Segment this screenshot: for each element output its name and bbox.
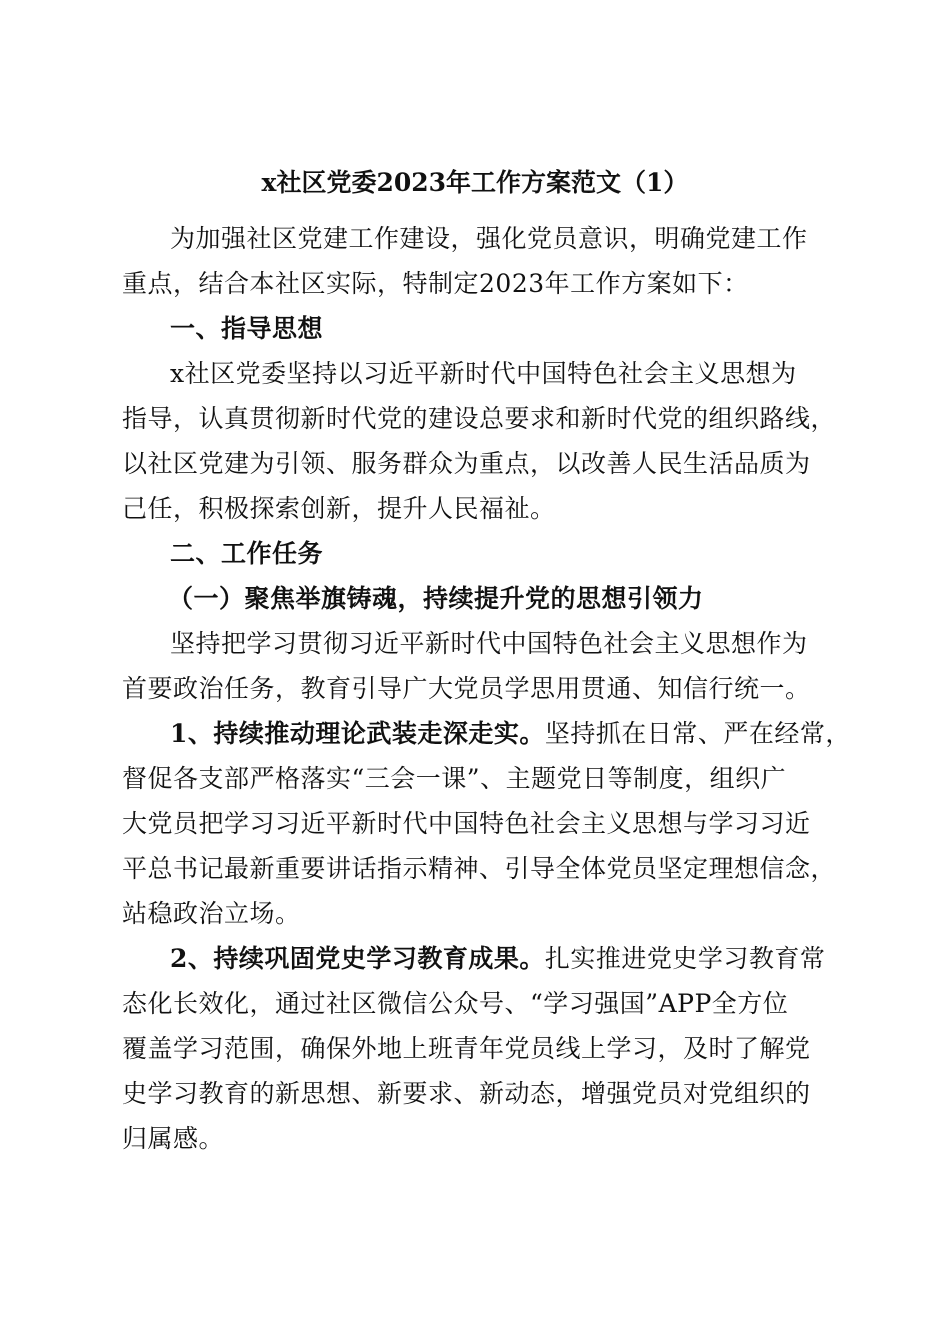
item1-line-3: 大党员把学习习近平新时代中国特色社会主义思想与学习习近: [122, 809, 811, 838]
section1-line-2: 指导，认真贯彻新时代党的建设总要求和新时代党的组织路线，: [122, 404, 837, 433]
subsection-heading-1: （一）聚焦举旗铸魂，持续提升党的思想引领力: [168, 584, 704, 613]
item1-first-rest: 坚持抓在日常、严在经常，: [544, 719, 851, 748]
document-title: x社区党委2023年工作方案范文（1）: [261, 168, 689, 197]
section1-line-3: 以社区党建为引领、服务群众为重点，以改善人民生活品质为: [122, 449, 811, 478]
intro-line-1: 为加强社区党建工作建设，强化党员意识，明确党建工作: [170, 224, 808, 253]
item2-first-rest: 扎实推进党史学习教育常: [544, 944, 826, 973]
item1-line-5: 站稳政治立场。: [122, 899, 301, 928]
item2-line-4: 史学习教育的新思想、新要求、新动态，增强党员对党组织的: [122, 1079, 811, 1108]
section1-line-4: 己任，积极探索创新，提升人民福祉。: [122, 494, 556, 523]
subsection1-line-2: 首要政治任务，教育引导广大党员学思用贯通、知信行统一。: [122, 674, 811, 703]
section-heading-work-tasks: 二、工作任务: [170, 539, 324, 568]
item2-first-line: [170, 942, 825, 976]
item2-line-5: 归属感。: [122, 1124, 225, 1153]
item1-first-line: [170, 717, 851, 751]
item2-lead: 2、持续巩固党史学习教育成果。: [170, 944, 545, 973]
item1-line-4: 平总书记最新重要讲话指示精神、引导全体党员坚定理想信念，: [122, 854, 837, 883]
intro-line-2: 重点，结合本社区实际，特制定2023年工作方案如下：: [122, 269, 749, 298]
item2-line-2: 态化长效化，通过社区微信公众号、“学习强国”APP全方位: [122, 989, 789, 1018]
item2-line-3: 覆盖学习范围，确保外地上班青年党员线上学习，及时了解党: [122, 1034, 811, 1063]
section-heading-guiding-thought: 一、指导思想: [170, 314, 324, 343]
item1-line-2: 督促各支部严格落实“三会一课”、主题党日等制度，组织广: [122, 764, 787, 793]
subsection1-line-1: 坚持把学习贯彻习近平新时代中国特色社会主义思想作为: [170, 629, 808, 658]
item1-lead: 1、持续推动理论武装走深走实。: [170, 719, 545, 748]
section1-line-1: x社区党委坚持以习近平新时代中国特色社会主义思想为: [170, 359, 797, 388]
